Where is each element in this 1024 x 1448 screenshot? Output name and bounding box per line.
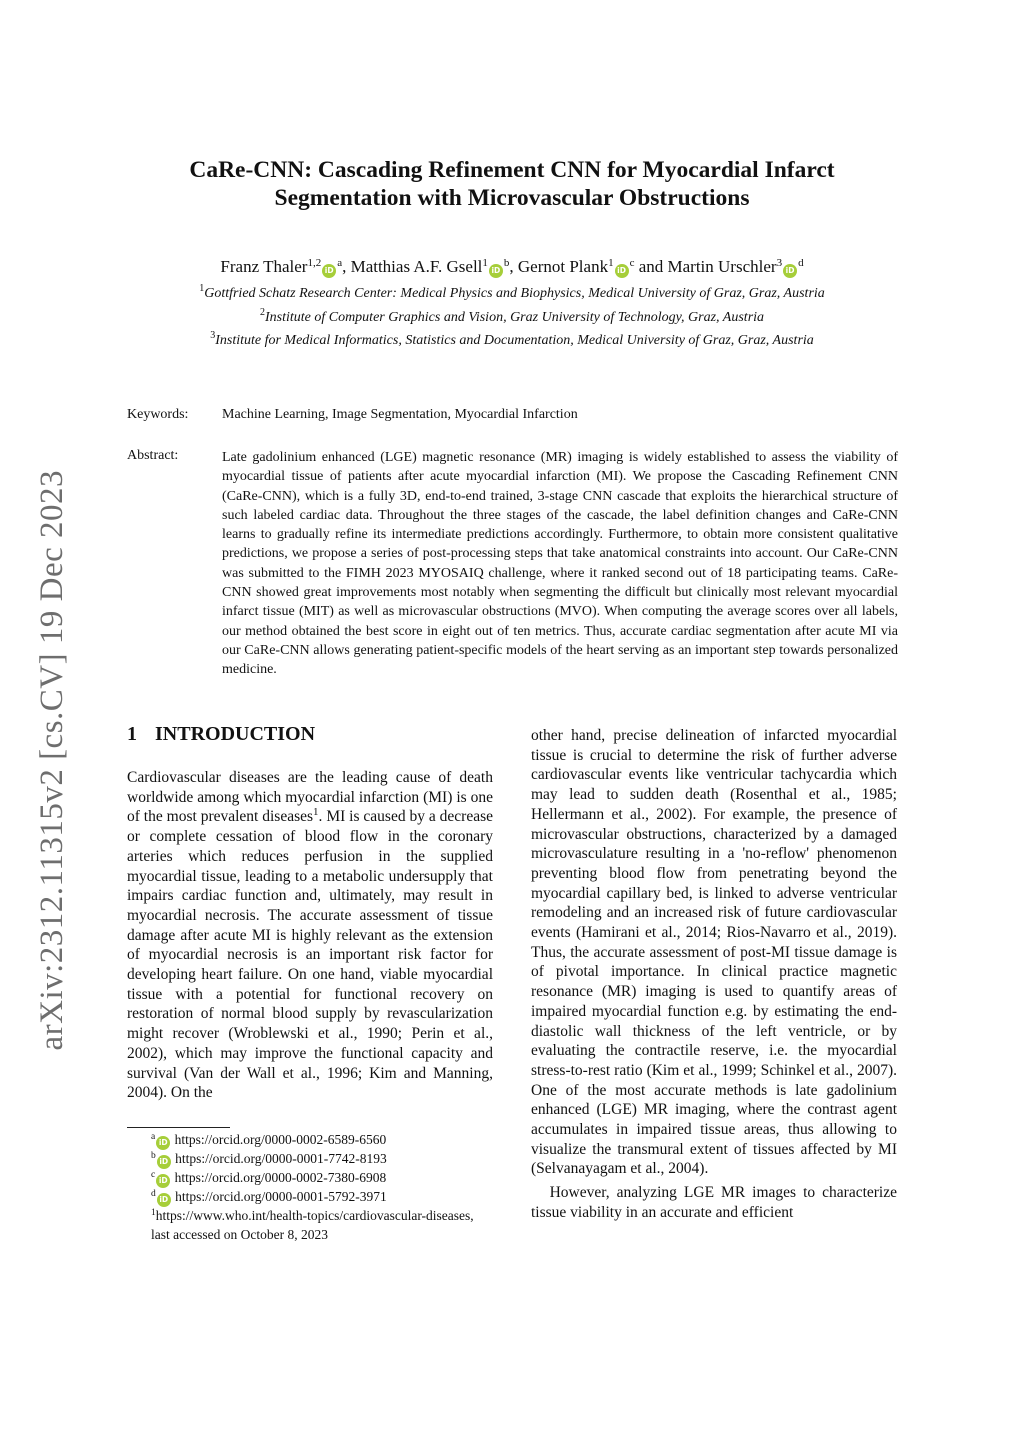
author-name: Franz Thaler [220, 257, 308, 276]
affiliation-2 [100, 306, 924, 330]
arxiv-id-text: arXiv:2312.11315v2 [cs.CV] 19 Dec 2023 [33, 469, 70, 1051]
intro-paragraph-2: other hand, precise delineation of infarcted myocardial tissue is crucial to determine the risk of further adverse cardiovascular events like ventricular tachycardia which may lead to sudden death (Rosenthal et al., 1985; Hellermann et al., 2002). For example, the presence of microvascular obstructions, characterized by a damaged microvasculature resulting in a 'no-reflow' phenomenon preventing blood flow from penetrating beyond the myocardial capillary bed, is linked to adverse ventricular remodeling and an increased risk of future cardiovascular events (Hamirani et al., 2014; Rios-Navarro et al., 2019). Thus, the accurate assessment of post-MI tissue damage is of pivotal importance. In clinical practice magnetic resonance (MR) imaging is used to quantify areas of impaired myocardial function e.g. by estimating the end-diastolic wall thickness of the left ventricle, or by evaluating the contractile reserve, i.e. the myocardial stress-to-rest ratio (Kim et al., 1999; Schinkel et al., 2007). One of the most accurate methods is late gadolinium enhanced (LGE) MR imaging, where the contrast agent accumulates in impaired tissue areas, thus allowing to visualize the transmural extent of tissues affected by MI (Selvanayagam et al., 2004). [531, 727, 897, 1178]
paper-title [140, 156, 884, 212]
intro-text-part-1: Cardiovascular diseases are the leading cause of death worldwide among which myocardial infarction (MI) is one of the most prevalent diseases [127, 769, 493, 826]
footnotes [127, 1131, 493, 1245]
footnote-rule [127, 1127, 230, 1128]
title-line-1: CaRe-CNN: Cascading Refinement CNN for Myocardial Infarct [189, 157, 835, 183]
author-name: Gernot Plank [517, 257, 609, 276]
keywords-label: Keywords: [127, 407, 189, 422]
footnote-letter: b [151, 1151, 156, 1161]
orcid-icon[interactable]: iD [322, 264, 336, 278]
orcid-icon[interactable]: iD [783, 264, 797, 278]
author-2 [351, 257, 518, 276]
arxiv-side-stamp [28, 450, 76, 1070]
orcid-link[interactable]: https://orcid.org/0000-0002-6589-6560 [174, 1132, 387, 1147]
abstract-text: Late gadolinium enhanced (LGE) magnetic resonance (MR) imaging is widely established to assess the viability of myocardial tissue of patients after acute myocardial infarction (MI). We propose the Cascading Refinement CNN (CaRe-CNN), which is a fully 3D, end-to-end trained, 3-stage CNN cascade that exploits the hierarchical structure of such labeled cardiac data. Throughout the three stages of the cascade, the label definition changes and CaRe-CNN learns to gradually refine its intermediate predictions accordingly. Furthermore, to obtain more consistent qualitative predictions, we propose a series of post-processing steps that take anatomical constraints into account. Our CaRe-CNN was submitted to the FIMH 2023 MYOSAIQ challenge, where it ranked second out of 18 participating teams. CaRe-CNN showed great improvements most notably when segmenting the difficult but clinically most relevant myocardial infarct tissue (MIT) as well as microvascular obstructions (MVO). When computing the average scores over all labels, our method obtained the best score in eight out of ten metrics. Thus, accurate cardiac segmentation after acute MI via our CaRe-CNN allows generating patient-specific models of the heart serving as an important step towards personalized medicine. [222, 450, 898, 678]
intro-right-column [531, 726, 897, 1223]
orcid-icon: iD [157, 1155, 171, 1169]
section-number: 1 [127, 723, 137, 745]
affiliation-ref: 3 [776, 257, 783, 269]
orcid-icon: iD [156, 1174, 170, 1188]
affiliation-number: 3 [210, 330, 216, 341]
footnote-1 [127, 1207, 493, 1245]
orcid-ref: c [629, 257, 635, 269]
footnote-orcid-b [127, 1150, 493, 1169]
orcid-ref: d [798, 257, 804, 269]
affiliation-number: 2 [259, 306, 265, 318]
author-4 [668, 257, 804, 276]
author-separator: and [634, 257, 668, 276]
orcid-icon: iD [157, 1193, 171, 1207]
orcid-icon[interactable]: iD [615, 264, 629, 278]
section-title: INTRODUCTION [155, 723, 316, 745]
orcid-link[interactable]: https://orcid.org/0000-0001-7742-8193 [175, 1151, 387, 1166]
author-separator: , [509, 257, 518, 276]
affiliation-ref: 1 [608, 257, 614, 269]
footnote-number: 1 [151, 1208, 156, 1218]
footnote-ref[interactable]: 1 [313, 806, 319, 819]
affiliation-ref: 1 [482, 257, 488, 269]
affiliation-text: Institute for Medical Informatics, Statistics and Documentation, Medical University of Graz, Graz, Austria [215, 333, 814, 348]
author-3 [518, 257, 668, 276]
orcid-icon: iD [156, 1136, 170, 1150]
title-line-2: Segmentation with Microvascular Obstructions [274, 185, 750, 211]
keywords-text: Machine Learning, Image Segmentation, Myocardial Infarction [222, 407, 578, 422]
author-name: Martin Urschler [667, 257, 777, 276]
author-1 [220, 257, 350, 276]
intro-paragraph-1 [127, 768, 493, 1103]
affiliation-text: Institute of Computer Graphics and Vision, Graz University of Technology, Graz, Austria [264, 309, 765, 325]
affiliation-ref: 1,2 [307, 257, 322, 269]
intro-text-part-2: . MI is caused by a decrease or complete cessation of blood flow in the coronary arteries which reduces perfusion in the supplied myocardial tissue, leading to a metabolic undersupply that impairs cardiac function and, ultimately, may result in myocardial necrosis. The accurate assessment of tissue damage after acute MI is highly relevant as the extension of myocardial necrosis is an important risk factor for developing heart failure. On one hand, viable myocardial tissue with a potential for functional recovery on restoration of normal blood supply by revascularization might recover (Wroblewski et al., 1990; Perin et al., 2002), which may improve the functional capacity and survival (Van der Wall et al., 1996; Kim and Manning, 2004). On the [127, 808, 493, 1102]
footnote-orcid-c [127, 1169, 493, 1188]
footnote-link[interactable]: https://www.who.int/health-topics/cardiovascular-diseases, last accessed on October 8, 2023 [151, 1208, 474, 1242]
author-list [100, 256, 924, 278]
footnote-letter: c [151, 1170, 156, 1180]
footnote-orcid-d [127, 1188, 493, 1207]
abstract-label: Abstract: [127, 448, 179, 463]
author-separator: , [342, 257, 351, 276]
footnote-letter: d [151, 1189, 156, 1199]
section-heading [127, 723, 315, 746]
intro-paragraph-3: However, analyzing LGE MR images to characterize tissue viability in an accurate and efficient [531, 1184, 897, 1221]
orcid-ref: b [503, 257, 510, 269]
orcid-link[interactable]: https://orcid.org/0000-0002-7380-6908 [174, 1170, 387, 1185]
affiliations [100, 282, 924, 353]
orcid-link[interactable]: https://orcid.org/0000-0001-5792-3971 [175, 1189, 387, 1204]
affiliation-text: Gottfried Schatz Research Center: Medical Physics and Biophysics, Medical University of Graz, Graz, Austria [204, 286, 825, 301]
footnote-letter: a [151, 1132, 156, 1142]
orcid-icon[interactable]: iD [489, 264, 503, 278]
author-name: Matthias A.F. Gsell [350, 257, 483, 276]
orcid-ref: a [337, 257, 343, 269]
affiliation-number: 1 [199, 283, 205, 294]
intro-left-column [127, 768, 493, 1103]
affiliation-3 [100, 329, 924, 353]
affiliation-1 [100, 282, 924, 306]
footnote-orcid-a [127, 1131, 493, 1150]
